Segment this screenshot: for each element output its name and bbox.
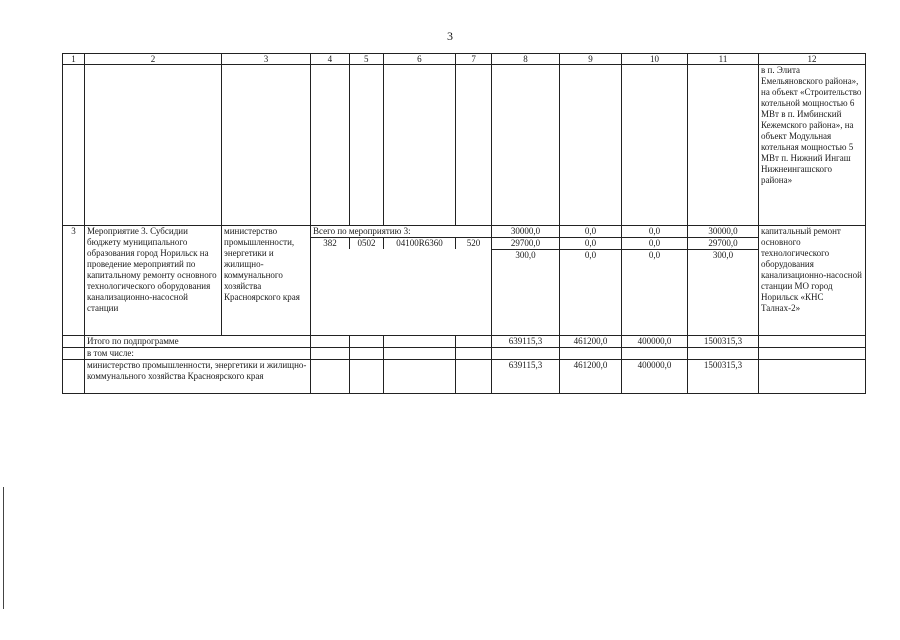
event-executor: министерство промышленности, энергетики и жилищно-коммунального хозяйства Красноярского края — [222, 226, 311, 336]
continuation-row — [63, 65, 866, 226]
page-number: 3 — [447, 29, 453, 43]
scan-margin-line — [3, 487, 4, 609]
including-label: в том числе: — [85, 348, 311, 360]
event-name: Мероприятие 3. Субсидии бюджету муниципального образования город Норильск на проведение мероприятий по капитальному ремонту основного технологического оборудования канализационно-насосной станции — [85, 226, 222, 336]
column-number-row — [63, 54, 866, 65]
value-cell: 30000,0 — [492, 226, 559, 238]
budget-table — [62, 53, 866, 394]
col-header: 2 — [85, 54, 222, 65]
ministry-value: 1500315,3 — [688, 360, 759, 394]
ministry-value: 461200,0 — [560, 360, 622, 394]
rzpr-code: 0502 — [350, 238, 384, 249]
col-header: 11 — [688, 54, 759, 65]
value-cell: 29700,0 — [492, 238, 559, 250]
continuation-result-text: в п. Элита Емельяновского района», на объект «Строительство котельной мощностью 6 МВт в п. Имбинский Кежемского района», на объект Модульная котельная мощностью 5 МВт п. Нижний Ингаш Нижнеингашского района» — [759, 65, 866, 226]
value-cell: 29700,0 — [688, 238, 758, 250]
value-cell: 0,0 — [560, 238, 621, 250]
subprogram-total-row — [63, 336, 866, 348]
ministry-value: 400000,0 — [622, 360, 688, 394]
value-cell: 0,0 — [622, 238, 687, 250]
col-header: 12 — [759, 54, 866, 65]
col-header: 1 — [63, 54, 85, 65]
col-header: 4 — [311, 54, 350, 65]
grbs-code: 382 — [311, 238, 350, 249]
event3-row — [63, 226, 866, 336]
value-cell: 300,0 — [515, 250, 536, 260]
ministry-value: 639115,3 — [492, 360, 560, 394]
subprogram-total-label: Итого по подпрограмме — [85, 336, 311, 348]
total-value: 1500315,3 — [688, 336, 759, 348]
total-value: 400000,0 — [622, 336, 688, 348]
value-cell: 0,0 — [648, 250, 661, 260]
col-header: 7 — [456, 54, 492, 65]
row-number: 3 — [63, 226, 85, 336]
ministry-label: министерство промышленности, энергетики и жилищно-коммунального хозяйства Красноярского края — [85, 360, 311, 394]
event-result: капитальный ремонт основного технологического оборудования канализационно-насосной станции МО город Норильск «КНС Талнах-2» — [759, 226, 866, 336]
col-header: 5 — [349, 54, 383, 65]
value-cell: 30000,0 — [688, 226, 758, 238]
total-value: 461200,0 — [560, 336, 622, 348]
col-header: 9 — [560, 54, 622, 65]
col-header: 10 — [622, 54, 688, 65]
value-cell: 0,0 — [622, 226, 687, 238]
event-total-label: Всего по мероприятию 3: — [311, 226, 491, 238]
col-header: 3 — [222, 54, 311, 65]
value-cell: 300,0 — [712, 250, 734, 260]
value-cell: 0,0 — [560, 226, 621, 238]
col-header: 6 — [383, 54, 456, 65]
ministry-total-row — [63, 360, 866, 394]
csr-code: 04100R6360 — [384, 238, 456, 249]
including-row — [63, 348, 866, 360]
value-cell: 0,0 — [584, 250, 597, 260]
vr-code: 520 — [466, 238, 481, 248]
total-value: 639115,3 — [492, 336, 560, 348]
col-header: 8 — [492, 54, 560, 65]
